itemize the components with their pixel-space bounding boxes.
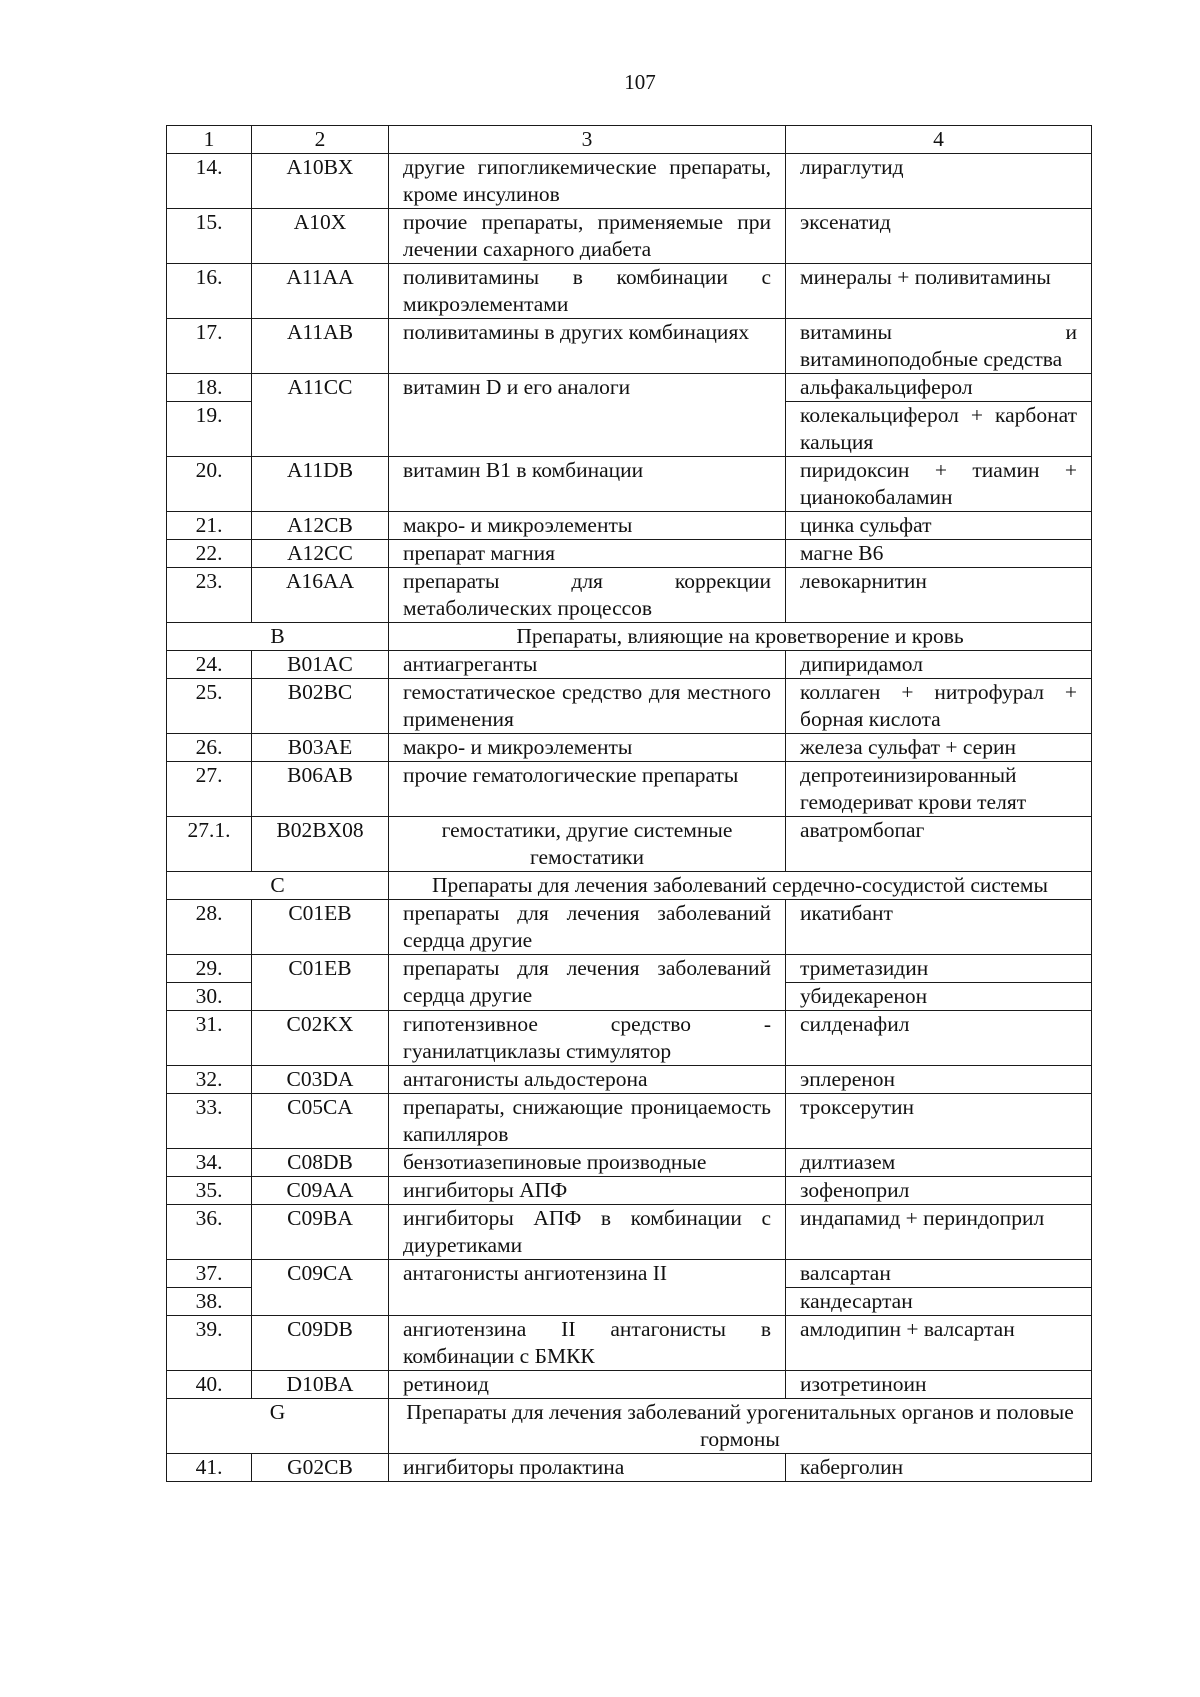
group-description: ангиотензина II антагонисты в комбинации с БМКК <box>389 1316 786 1371</box>
drug-table <box>166 125 1092 1482</box>
drug-name: кандесартан <box>786 1288 1092 1316</box>
category-code: C <box>167 872 389 900</box>
atc-code: C09CA <box>252 1260 389 1316</box>
table-row <box>167 264 1092 319</box>
table-row <box>167 1316 1092 1371</box>
row-number: 40. <box>167 1371 252 1399</box>
drug-name: аватромбопаг <box>786 817 1092 872</box>
row-number: 22. <box>167 540 252 568</box>
row-number: 32. <box>167 1066 252 1094</box>
drug-name: икатибант <box>786 900 1092 955</box>
row-number: 27. <box>167 762 252 817</box>
drug-name: минералы + поливитамины <box>786 264 1092 319</box>
group-description: ингибиторы пролактина <box>389 1454 786 1482</box>
table-row <box>167 1094 1092 1149</box>
row-number: 31. <box>167 1011 252 1066</box>
drug-name: колекальциферол + карбонат кальция <box>786 402 1092 457</box>
atc-code: B06AB <box>252 762 389 817</box>
drug-name: депротеинизированный гемодериват крови телят <box>786 762 1092 817</box>
drug-name: дипиридамол <box>786 651 1092 679</box>
row-number: 15. <box>167 209 252 264</box>
group-description: антагонисты альдостерона <box>389 1066 786 1094</box>
category-code: G <box>167 1399 389 1454</box>
group-description: макро- и микроэлементы <box>389 734 786 762</box>
drug-name: магне B6 <box>786 540 1092 568</box>
atc-code: C03DA <box>252 1066 389 1094</box>
drug-name: эплеренон <box>786 1066 1092 1094</box>
category-title: Препараты для лечения заболеваний сердечно-сосудистой системы <box>389 872 1092 900</box>
row-number: 38. <box>167 1288 252 1316</box>
group-description: гемостатики, другие системные гемостатики <box>389 817 786 872</box>
row-number: 30. <box>167 983 252 1011</box>
group-description: витамин D и его аналоги <box>389 374 786 457</box>
drug-name: триметазидин <box>786 955 1092 983</box>
group-description: гемостатическое средство для местного применения <box>389 679 786 734</box>
row-number: 17. <box>167 319 252 374</box>
row-number: 19. <box>167 402 252 457</box>
category-title: Препараты для лечения заболеваний урогенитальных органов и половые гормоны <box>389 1399 1092 1454</box>
header-row <box>167 126 1092 154</box>
table-row <box>167 1260 1092 1288</box>
row-number: 14. <box>167 154 252 209</box>
atc-code: A16AA <box>252 568 389 623</box>
table-row <box>167 1205 1092 1260</box>
atc-code: A12CB <box>252 512 389 540</box>
drug-name: индапамид + периндоприл <box>786 1205 1092 1260</box>
atc-code: A12CC <box>252 540 389 568</box>
atc-code: B01AC <box>252 651 389 679</box>
header-cell: 1 <box>167 126 252 154</box>
table-row <box>167 1149 1092 1177</box>
group-description: бензотиазепиновые производные <box>389 1149 786 1177</box>
row-number: 24. <box>167 651 252 679</box>
row-number: 18. <box>167 374 252 402</box>
category-row <box>167 1399 1092 1454</box>
page-number: 107 <box>624 70 656 94</box>
group-description: макро- и микроэлементы <box>389 512 786 540</box>
row-number: 20. <box>167 457 252 512</box>
atc-code: C05CA <box>252 1094 389 1149</box>
group-description: поливитамины в других комбинациях <box>389 319 786 374</box>
atc-code: C01EB <box>252 900 389 955</box>
row-number: 25. <box>167 679 252 734</box>
table-row <box>167 1011 1092 1066</box>
table-row <box>167 734 1092 762</box>
group-description: препараты для лечения заболеваний сердца другие <box>389 955 786 1011</box>
table-row <box>167 1177 1092 1205</box>
category-row <box>167 623 1092 651</box>
group-description: витамин B1 в комбинации <box>389 457 786 512</box>
table-row <box>167 1066 1092 1094</box>
group-description: антагонисты ангиотензина II <box>389 1260 786 1316</box>
atc-code: B02BC <box>252 679 389 734</box>
drug-name: дилтиазем <box>786 1149 1092 1177</box>
table-row <box>167 679 1092 734</box>
group-description: ингибиторы АПФ <box>389 1177 786 1205</box>
table-row <box>167 900 1092 955</box>
table-row <box>167 319 1092 374</box>
row-number: 16. <box>167 264 252 319</box>
atc-code: C09DB <box>252 1316 389 1371</box>
drug-name: эксенатид <box>786 209 1092 264</box>
group-description: ингибиторы АПФ в комбинации с диуретиками <box>389 1205 786 1260</box>
atc-code: C09BA <box>252 1205 389 1260</box>
row-number: 33. <box>167 1094 252 1149</box>
atc-code: A11CC <box>252 374 389 457</box>
table-row <box>167 209 1092 264</box>
row-number: 28. <box>167 900 252 955</box>
drug-name: левокарнитин <box>786 568 1092 623</box>
table-row <box>167 540 1092 568</box>
drug-name: зофеноприл <box>786 1177 1092 1205</box>
table-row <box>167 762 1092 817</box>
group-description: другие гипогликемические препараты, кроме инсулинов <box>389 154 786 209</box>
category-title: Препараты, влияющие на кроветворение и кровь <box>389 623 1092 651</box>
atc-code: D10BA <box>252 1371 389 1399</box>
row-number: 36. <box>167 1205 252 1260</box>
table-row <box>167 512 1092 540</box>
drug-name: каберголин <box>786 1454 1092 1482</box>
row-number: 21. <box>167 512 252 540</box>
row-number: 27.1. <box>167 817 252 872</box>
group-description: прочие препараты, применяемые при лечении сахарного диабета <box>389 209 786 264</box>
table-row <box>167 651 1092 679</box>
category-code: B <box>167 623 389 651</box>
header-cell: 3 <box>389 126 786 154</box>
table-row <box>167 1371 1092 1399</box>
atc-code: A10BX <box>252 154 389 209</box>
drug-name: витамины и витаминоподобные средства <box>786 319 1092 374</box>
group-description: препараты, снижающие проницаемость капилляров <box>389 1094 786 1149</box>
header-cell: 2 <box>252 126 389 154</box>
atc-code: B03AE <box>252 734 389 762</box>
atc-code: C08DB <box>252 1149 389 1177</box>
drug-name: железа сульфат + серин <box>786 734 1092 762</box>
atc-code: A11DB <box>252 457 389 512</box>
table-row <box>167 955 1092 983</box>
atc-code: B02BX08 <box>252 817 389 872</box>
drug-name: пиридоксин + тиамин + цианокобаламин <box>786 457 1092 512</box>
group-description: ретиноид <box>389 1371 786 1399</box>
atc-code: C09AA <box>252 1177 389 1205</box>
drug-name: силденафил <box>786 1011 1092 1066</box>
row-number: 41. <box>167 1454 252 1482</box>
row-number: 23. <box>167 568 252 623</box>
table-row <box>167 457 1092 512</box>
group-description: прочие гематологические препараты <box>389 762 786 817</box>
row-number: 37. <box>167 1260 252 1288</box>
drug-name: убидекаренон <box>786 983 1092 1011</box>
table-row <box>167 1454 1092 1482</box>
row-number: 29. <box>167 955 252 983</box>
group-description: поливитамины в комбинации с микроэлементами <box>389 264 786 319</box>
group-description: препараты для коррекции метаболических процессов <box>389 568 786 623</box>
row-number: 35. <box>167 1177 252 1205</box>
group-description: препарат магния <box>389 540 786 568</box>
atc-code: A10X <box>252 209 389 264</box>
row-number: 39. <box>167 1316 252 1371</box>
drug-name: троксерутин <box>786 1094 1092 1149</box>
group-description: гипотензивное средство - гуанилатциклазы стимулятор <box>389 1011 786 1066</box>
drug-name: цинка сульфат <box>786 512 1092 540</box>
row-number: 26. <box>167 734 252 762</box>
table-row <box>167 817 1092 872</box>
table-row <box>167 568 1092 623</box>
atc-code: A11AA <box>252 264 389 319</box>
drug-name: амлодипин + валсартан <box>786 1316 1092 1371</box>
drug-name: коллаген + нитрофурал + борная кислота <box>786 679 1092 734</box>
category-row <box>167 872 1092 900</box>
drug-name: валсартан <box>786 1260 1092 1288</box>
drug-name: изотретиноин <box>786 1371 1092 1399</box>
group-description: антиагреганты <box>389 651 786 679</box>
atc-code: C01EB <box>252 955 389 1011</box>
atc-code: C02KX <box>252 1011 389 1066</box>
atc-code: A11AB <box>252 319 389 374</box>
table-row <box>167 374 1092 402</box>
drug-name: альфакальциферол <box>786 374 1092 402</box>
group-description: препараты для лечения заболеваний сердца другие <box>389 900 786 955</box>
drug-name: лираглутид <box>786 154 1092 209</box>
table-row <box>167 154 1092 209</box>
header-cell: 4 <box>786 126 1092 154</box>
atc-code: G02CB <box>252 1454 389 1482</box>
row-number: 34. <box>167 1149 252 1177</box>
